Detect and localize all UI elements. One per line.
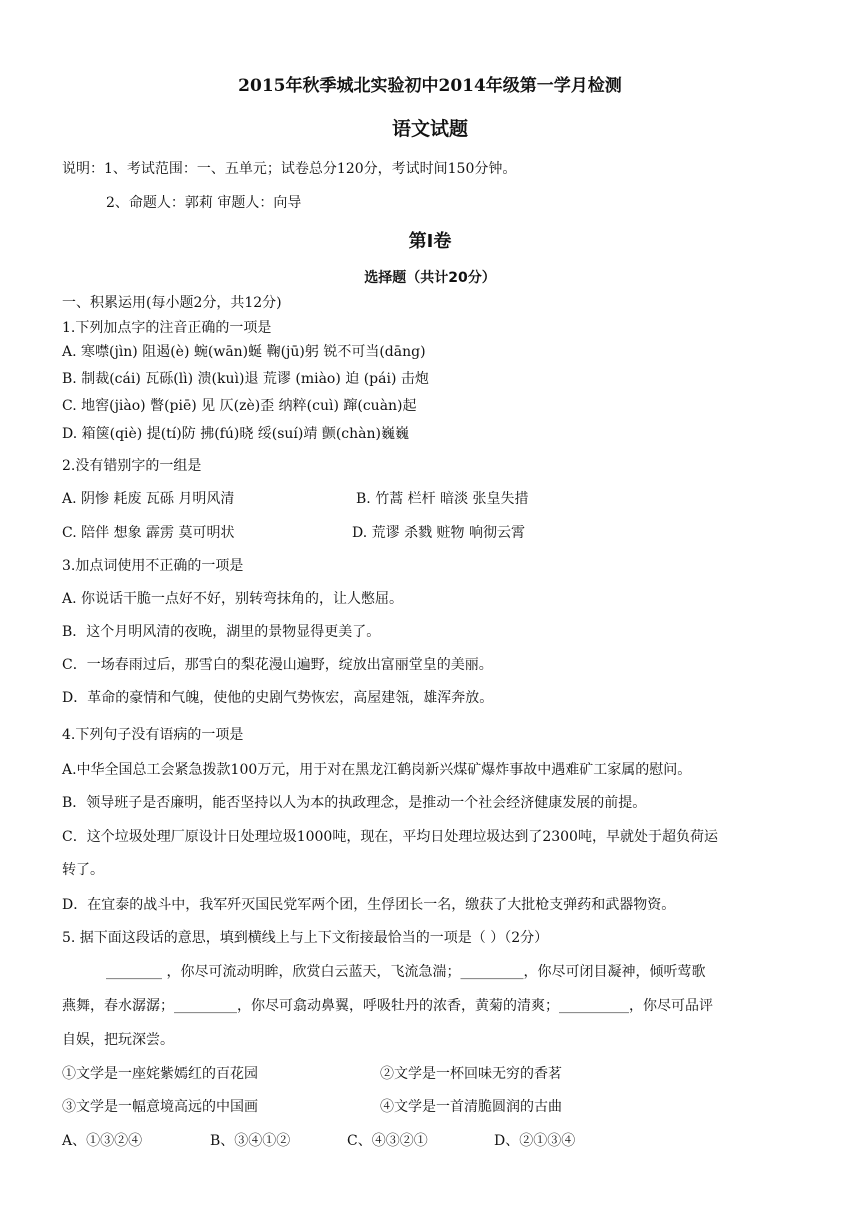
- subject-title: 语文试题: [391, 118, 468, 140]
- passage-line-1: ________ ，你尽可流动明眸，欣赏白云蓝天，飞流急湍；_________，你尽可闭目凝神，倾听莺歌: [106, 964, 706, 980]
- option-b: B. 制裁(cái) 瓦砾(lì) 溃(kuì)退 荒谬 (miào) 迫 (pái) 击炮: [62, 371, 429, 387]
- option-d: D．革命的豪情和气魄，使他的史剧气势恢宏，高屋建瓴，雄浑奔放。: [62, 690, 494, 706]
- exam-instructions-1: 说明：1、考试范围：一、五单元；试卷总分120分，考试时间150分钟。: [62, 161, 517, 177]
- option-c-line-1: C．这个垃圾处理厂原设计日处理垃圾1000吨，现在，平均日处理垃圾达到了2300吨，早就处于超负荷运: [62, 829, 718, 845]
- option-d: D. 箱箧(qiè) 提(tí)防 拂(fú)晓 绥(suí)靖 颤(chàn)巍巍: [62, 426, 409, 442]
- statement-4: ④文学是一首清脆圆润的古曲: [380, 1099, 562, 1115]
- question-stem: 2.没有错别字的一组是: [62, 458, 202, 474]
- option-a: A. 你说话干脆一点好不好，别转弯抹角的，让人憋屈。: [62, 591, 404, 607]
- option-a: A、①③②④: [62, 1133, 143, 1149]
- passage-line-2: 燕舞，春水潺潺；_________，你尽可翕动鼻翼，呼吸牡丹的浓香，黄菊的清爽；__________，你尽可品评: [62, 998, 713, 1014]
- part-heading: 一、积累运用(每小题2分，共12分): [62, 295, 282, 311]
- statement-3: ③文学是一幅意境高远的中国画: [62, 1099, 258, 1115]
- option-c: C. 地窖(jiào) 瞥(piē) 见 仄(zè)歪 纳粹(cuì) 蹿(cuàn)起: [62, 398, 417, 414]
- question-stem: 4.下列句子没有语病的一项是: [62, 727, 244, 743]
- option-c: C．一场春雨过后，那雪白的梨花漫山遍野，绽放出富丽堂皇的美丽。: [62, 657, 493, 673]
- option-a: A. 寒噤(jìn) 阻遏(è) 蜿(wān)蜒 鞠(jū)躬 锐不可当(dāng): [62, 344, 426, 360]
- statement-1: ①文学是一座姹紫嫣红的百花园: [62, 1066, 258, 1082]
- exam-instructions-2: 2、命题人：郭莉 审题人：向导: [106, 195, 302, 211]
- option-b: B、③④①②: [210, 1133, 291, 1149]
- exam-title: 2015年秋季城北实验初中2014年级第一学月检测: [238, 76, 622, 96]
- option-b: B．领导班子是否廉明，能否坚持以人为本的执政理念，是推动一个社会经济健康发展的前提。: [62, 795, 647, 811]
- question-stem: 3.加点词使用不正确的一项是: [62, 558, 244, 574]
- section-title: 选择题（共计20分）: [364, 270, 496, 286]
- option-c-line-2: 转了。: [62, 862, 104, 878]
- option-c: C. 陪伴 想象 霹雳 莫可明状: [62, 525, 235, 541]
- option-b: B. 竹蒿 栏杆 暗淡 张皇失措: [356, 491, 529, 507]
- option-d: D．在宜泰的战斗中，我军歼灭国民党军两个团，生俘团长一名，缴获了大批枪支弹药和武器物资。: [62, 897, 676, 913]
- passage-line-3: 自娱，把玩深尝。: [62, 1032, 174, 1048]
- question-stem: 5. 据下面这段话的意思，填到横线上与上下文衔接最恰当的一项是（ ）（2分）: [62, 930, 549, 946]
- option-a: A.中华全国总工会紧急拨款100万元，用于对在黑龙江鹤岗新兴煤矿爆炸事故中遇难矿工家属的慰问。: [62, 762, 692, 778]
- option-a: A. 阴惨 耗废 瓦砾 月明风清: [62, 491, 235, 507]
- volume-title: 第Ⅰ卷: [408, 231, 452, 252]
- option-d: D、②①③④: [494, 1133, 576, 1149]
- question-stem: 1.下列加点字的注音正确的一项是: [62, 320, 272, 336]
- option-b: B．这个月明风清的夜晚，湖里的景物显得更美了。: [62, 624, 381, 640]
- option-c: C、④③②①: [347, 1133, 428, 1149]
- option-d: D. 荒谬 杀戮 赃物 响彻云霄: [352, 525, 525, 541]
- statement-2: ②文学是一杯回味无穷的香茗: [380, 1066, 562, 1082]
